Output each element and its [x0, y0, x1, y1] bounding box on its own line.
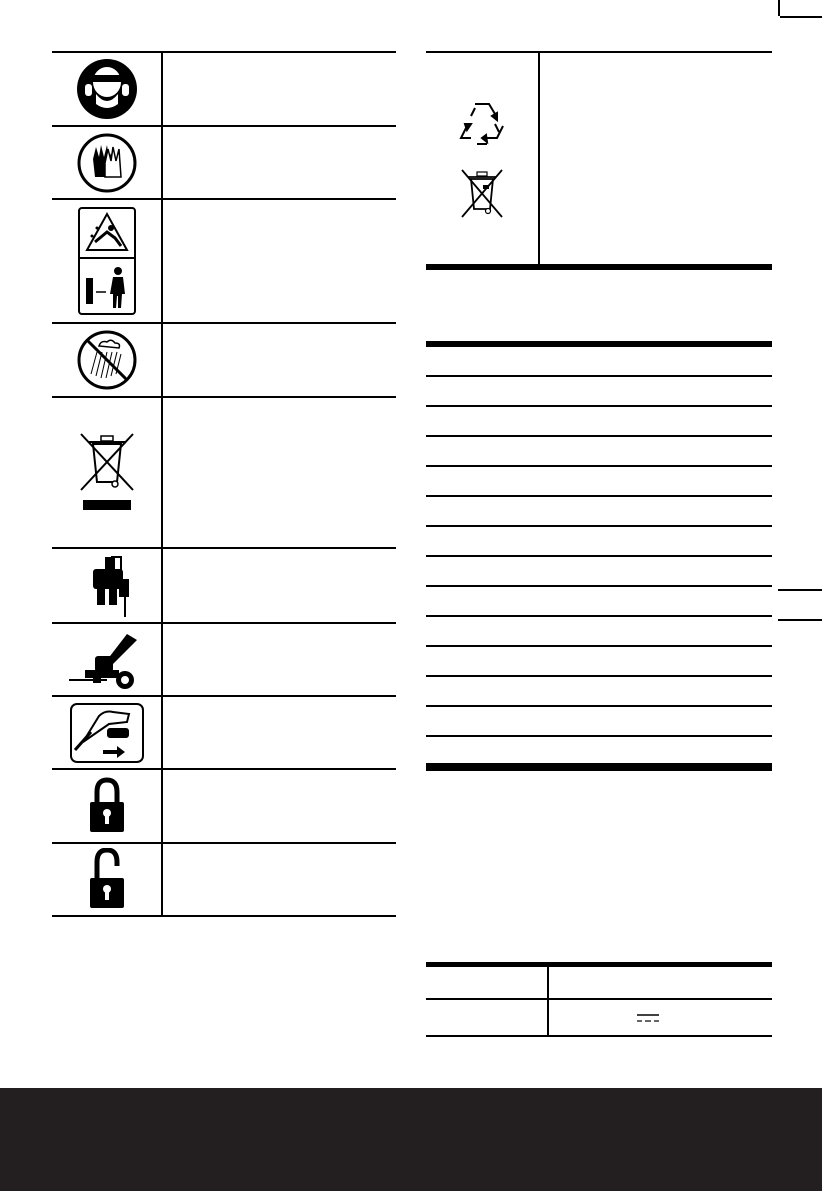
symbol-cell [52, 624, 163, 695]
section-tab-mark [778, 619, 822, 621]
spec-row [426, 647, 772, 677]
spec-row [426, 587, 772, 617]
symbol-cell [52, 697, 163, 768]
symbol-row [52, 842, 396, 917]
section-tab-mark [778, 589, 822, 591]
symbol-cell [52, 200, 163, 322]
recycle-icon [457, 100, 507, 148]
spec-row [426, 347, 772, 377]
symbol-row [52, 198, 396, 322]
spec-row [426, 437, 772, 467]
crop-mark-right [780, 16, 822, 18]
dc-current-icon [637, 1013, 659, 1023]
symbol-row [52, 322, 396, 396]
spec-row [426, 557, 772, 587]
battery-table [426, 962, 772, 1038]
symbol-row [52, 547, 396, 622]
symbol-cell [52, 844, 163, 915]
symbol-table-right [426, 51, 772, 270]
cord-plug-icon [77, 553, 137, 619]
spec-row [426, 737, 772, 765]
footer-band [0, 1088, 822, 1191]
symbol-row [52, 51, 396, 125]
lock-closed-icon [87, 776, 127, 836]
symbol-cell [52, 53, 163, 125]
spec-row [426, 407, 772, 437]
lock-open-icon [87, 848, 127, 912]
symbol-row [52, 768, 396, 842]
goggles-ear-mask-icon [76, 58, 138, 120]
weee-crossed-bin-icon [77, 428, 137, 518]
symbol-cell [52, 549, 163, 622]
symbol-row [52, 622, 396, 695]
thrown-objects-keep-distance-icon [77, 206, 137, 316]
symbol-cell [52, 398, 163, 547]
symbol-row [52, 695, 396, 768]
gloves-icon [77, 133, 137, 193]
spec-row [426, 707, 772, 737]
sander-operation-icon [67, 630, 147, 690]
symbol-row [52, 125, 396, 198]
crop-mark-top [778, 0, 780, 16]
spec-row [426, 527, 772, 557]
symbol-row [52, 396, 396, 547]
no-rain-icon [77, 330, 137, 390]
symbol-table-left [52, 51, 396, 917]
symbol-cell [52, 770, 163, 842]
spec-row [426, 677, 772, 707]
battery-insert-icon [69, 702, 145, 764]
symbol-cell [52, 127, 163, 198]
spec-row [426, 467, 772, 497]
crossed-bin-icon [459, 167, 505, 221]
spec-row [426, 497, 772, 527]
spec-table [426, 341, 772, 771]
spec-row [426, 377, 772, 407]
symbol-cell [52, 324, 163, 396]
spec-row [426, 617, 772, 647]
